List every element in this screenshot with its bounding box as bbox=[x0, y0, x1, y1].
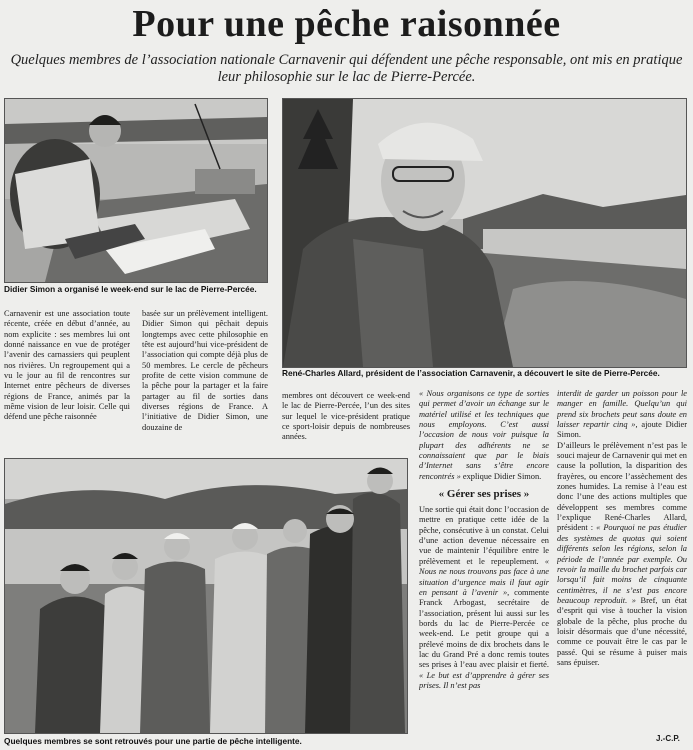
caption-top-right: René-Charles Allard, président de l’association Carnavenir, a découvert le site de Pierre-Percée. bbox=[282, 368, 660, 378]
article-text-col4: Une sortie qui était donc l’occasion de mettre en pratique cette idée de la pêche, consécutive à un constat. Celui d’une action devenue nécessaire en vue de maintenir l’équilibre entre le prélèvement et le repeuplement. bbox=[419, 505, 549, 566]
quote-3: « Le but est d’apprendre à gérer ses prises. Il n’est pas bbox=[419, 670, 549, 690]
photo-group-members bbox=[4, 458, 408, 734]
photo-rene-charles-allard bbox=[282, 98, 687, 368]
quote-1: « Nous organisons ce type de sorties qui permet d’avoir un échange sur le matériel utilisé et les techniques que nous employons. C’est aussi l’occasion de nous voir puisque la plupart des adhérents ne se connaissaient que par le biais d’Internet sans s’être encore rencontrés » bbox=[419, 389, 549, 481]
quote-4: « Pourquoi ne pas étudier des systèmes de quotas qui soient différents selon les régions, selon la période de l’année par exemple. Ou revoir la maille du brochet parfois car lorsqu’il fait moins de cinquante centimètres, il ne s’est pas encore beaucoup reproduit. » bbox=[557, 523, 687, 605]
attribution-1: explique Didier Simon. bbox=[460, 471, 542, 481]
article-column-4 bbox=[419, 389, 549, 744]
photo-didier-simon bbox=[4, 98, 268, 283]
headline: Pour une pêche raisonnée bbox=[132, 3, 561, 45]
article-column-5 bbox=[557, 389, 687, 744]
quote-continued: interdit de garder un poisson pour le manger en famille. Quelqu’un qui prend six brochets peut sans doute en laisser repartir cinq » bbox=[557, 389, 687, 430]
subheading: « Gérer ses prises » bbox=[438, 488, 530, 501]
caption-bottom-left: Quelques membres se sont retrouvés pour une partie de pêche intelligente. bbox=[4, 736, 302, 746]
caption-top-left: Didier Simon a organisé le week-end sur le lac de Pierre-Percée. bbox=[4, 284, 257, 294]
article-text-col1: Carnavenir est une association toute récente, créée en début d’année, au nom explicite : ses membres lui ont donné naissance en vue de protéger l’avenir des carnassiers qui peuplent nos rivières. Un regroupement qui a vu le jour au fil de rencontres sur Internet entre pêcheurs de diverses régions de France, animés par la même vision de leur loisir. Celle qui défend une pêche raisonnée bbox=[4, 309, 130, 422]
article-text-col4-b: , commente Franck Arbogast, secrétaire de l’association, présent lui aussi sur les bords du lac de Pierre-Percée ce week-end. Le petit groupe qui a prélevé moins de dix brochets dans le lac du Grand Pré a donc remis toutes ses prises à l’eau avec plaisir et fierté. bbox=[419, 587, 549, 670]
article-column-2 bbox=[142, 309, 268, 457]
article-column-1 bbox=[4, 309, 130, 457]
article-text-col3: membres ont découvert ce week-end le lac de Pierre-Percée, l’un des sites sur lequel le vice-président pratique ce sport-loisir depuis de nombreuses années. bbox=[282, 391, 410, 442]
quote-2: « Nous ne nous trouvons pas face à une situation d’urgence mais il faut agir en pensant à l’avenir » bbox=[419, 556, 549, 597]
article-text-col2: basée sur un prélèvement intelligent. Didier Simon qui pêchait depuis longtemps avec cette philosophie en tête est aujourd’hui vice-président de l’association qui compte déjà plus de 50 membres. Le cercle de pêcheurs profite de cette vision commune de la pêche pour la partager et la faire partager au fil de sorties dans diverses régions de France. A l’initiative de Didier Simon, une douzaine de bbox=[142, 309, 268, 432]
article-text-col5-b: Bref, un état d’esprit qui vise à toucher la vision globale de la pêche, plus proche du loisir désormais que d’une nécessité, comme ce pouvait être le cas par le passé. Qui se résume à puiser mais sans épuiser. bbox=[557, 595, 687, 667]
author-signature: J.-C.P. bbox=[656, 734, 680, 743]
article-text-col5: D’ailleurs le prélèvement n’est pas le souci majeur de Carnavenir qui met en cause la pollution, la disparition des frayères, ou encore l’assèchement des zones humides. La remise à l’eau est donc l’une des actions multiples que développent ses membres comme l’explique René-Charles Allard, président : bbox=[557, 440, 687, 533]
deck-subtitle: Quelques membres de l’association nationale Carnavenir qui défendent une pêche responsable, ont mis en pratique leur philosophie sur le lac de Pierre-Percée. bbox=[10, 52, 683, 85]
attribution-2: , ajoute Didier Simon. bbox=[557, 420, 687, 440]
article-column-3 bbox=[282, 391, 410, 457]
